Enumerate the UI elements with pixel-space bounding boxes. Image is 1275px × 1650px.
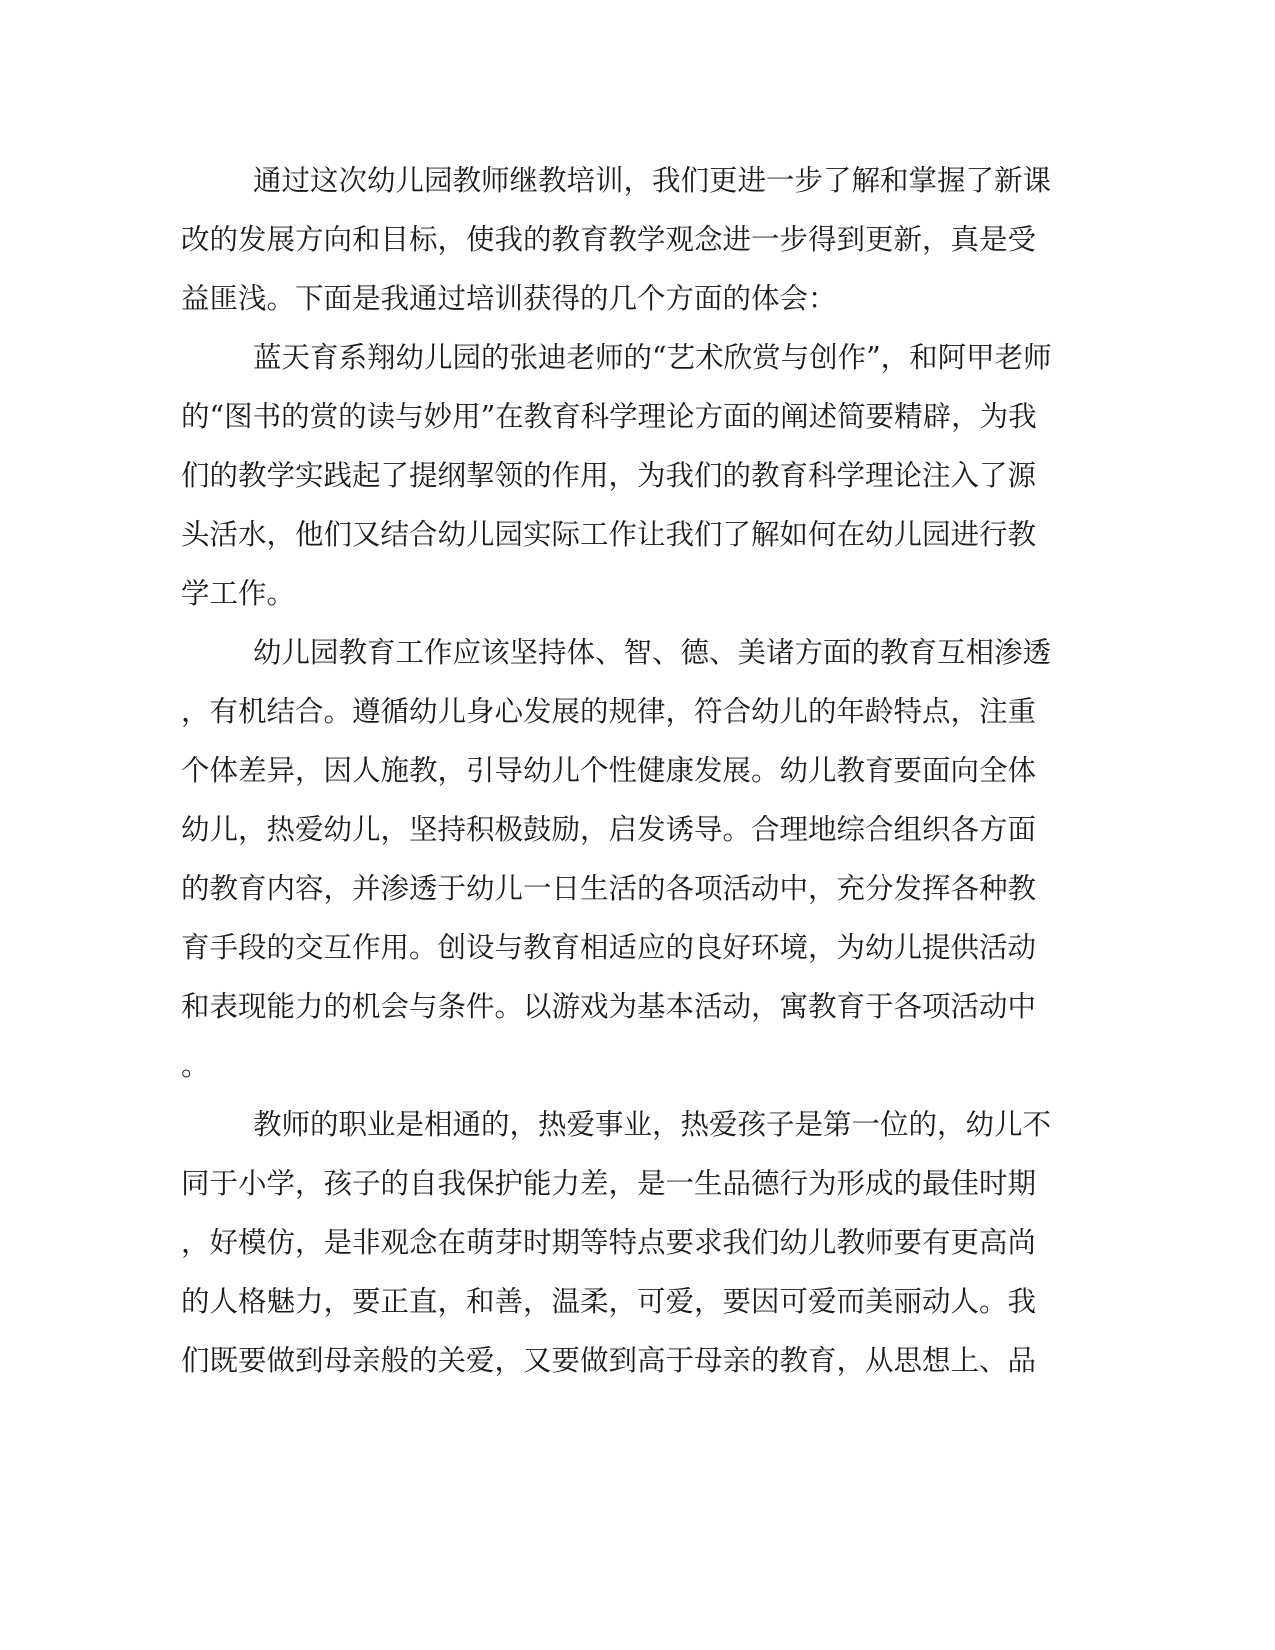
paragraph-4-line-2: 同于小学，孩子的自我保护能力差，是一生品德行为形成的最佳时期 <box>181 1167 1037 1200</box>
paragraph-4-line-4: 的人格魅力，要正直，和善，温柔，可爱，要因可爱而美丽动人。我 <box>181 1285 1037 1318</box>
paragraph-4-line-1: 教师的职业是相通的，热爱事业，热爱孩子是第一位的，幼儿不 <box>253 1108 1052 1141</box>
paragraph-1-line-3: 益匪浅。下面是我通过培训获得的几个方面的体会： <box>181 282 837 315</box>
paragraph-3-line-3: 个体差异，因人施教，引导幼儿个性健康发展。幼儿教育要面向全体 <box>181 754 1037 787</box>
paragraph-3-line-4: 幼儿，热爱幼儿，坚持积极鼓励，启发诱导。合理地综合组织各方面 <box>181 813 1037 846</box>
paragraph-2-line-2: 的“图书的赏的读与妙用”在教育科学理论方面的阐述简要精辟，为我 <box>181 400 1037 433</box>
paragraph-1-line-1: 通过这次幼儿园教师继教培训，我们更进一步了解和掌握了新课 <box>253 164 1052 197</box>
paragraph-2-line-5: 学工作。 <box>181 577 296 610</box>
paragraph-2-line-4: 头活水，他们又结合幼儿园实际工作让我们了解如何在幼儿园进行教 <box>181 518 1037 551</box>
paragraph-1-line-2: 改的发展方向和目标，使我的教育教学观念进一步得到更新，真是受 <box>181 223 1037 256</box>
paragraph-3-line-6: 育手段的交互作用。创设与教育相适应的良好环境，为幼儿提供活动 <box>181 931 1037 964</box>
paragraph-4-line-5: 们既要做到母亲般的关爱，又要做到高于母亲的教育，从思想上、品 <box>181 1344 1037 1377</box>
paragraph-3-line-7: 和表现能力的机会与条件。以游戏为基本活动，寓教育于各项活动中 <box>181 990 1037 1023</box>
paragraph-3-line-5: 的教育内容，并渗透于幼儿一日生活的各项活动中，充分发挥各种教 <box>181 872 1037 905</box>
paragraph-2-line-1: 蓝天育系翔幼儿园的张迪老师的“艺术欣赏与创作”，和阿甲老师 <box>253 341 1052 374</box>
paragraph-3-line-1: 幼儿园教育工作应该坚持体、智、德、美诸方面的教育互相渗透 <box>253 636 1052 669</box>
paragraph-4-line-3: ，好模仿，是非观念在萌芽时期等特点要求我们幼儿教师要有更高尚 <box>181 1226 1037 1259</box>
paragraph-3-line-8: 。 <box>181 1049 210 1082</box>
paragraph-3-line-2: ，有机结合。遵循幼儿身心发展的规律，符合幼儿的年龄特点，注重 <box>181 695 1037 728</box>
paragraph-2-line-3: 们的教学实践起了提纲挈领的作用，为我们的教育科学理论注入了源 <box>181 459 1037 492</box>
